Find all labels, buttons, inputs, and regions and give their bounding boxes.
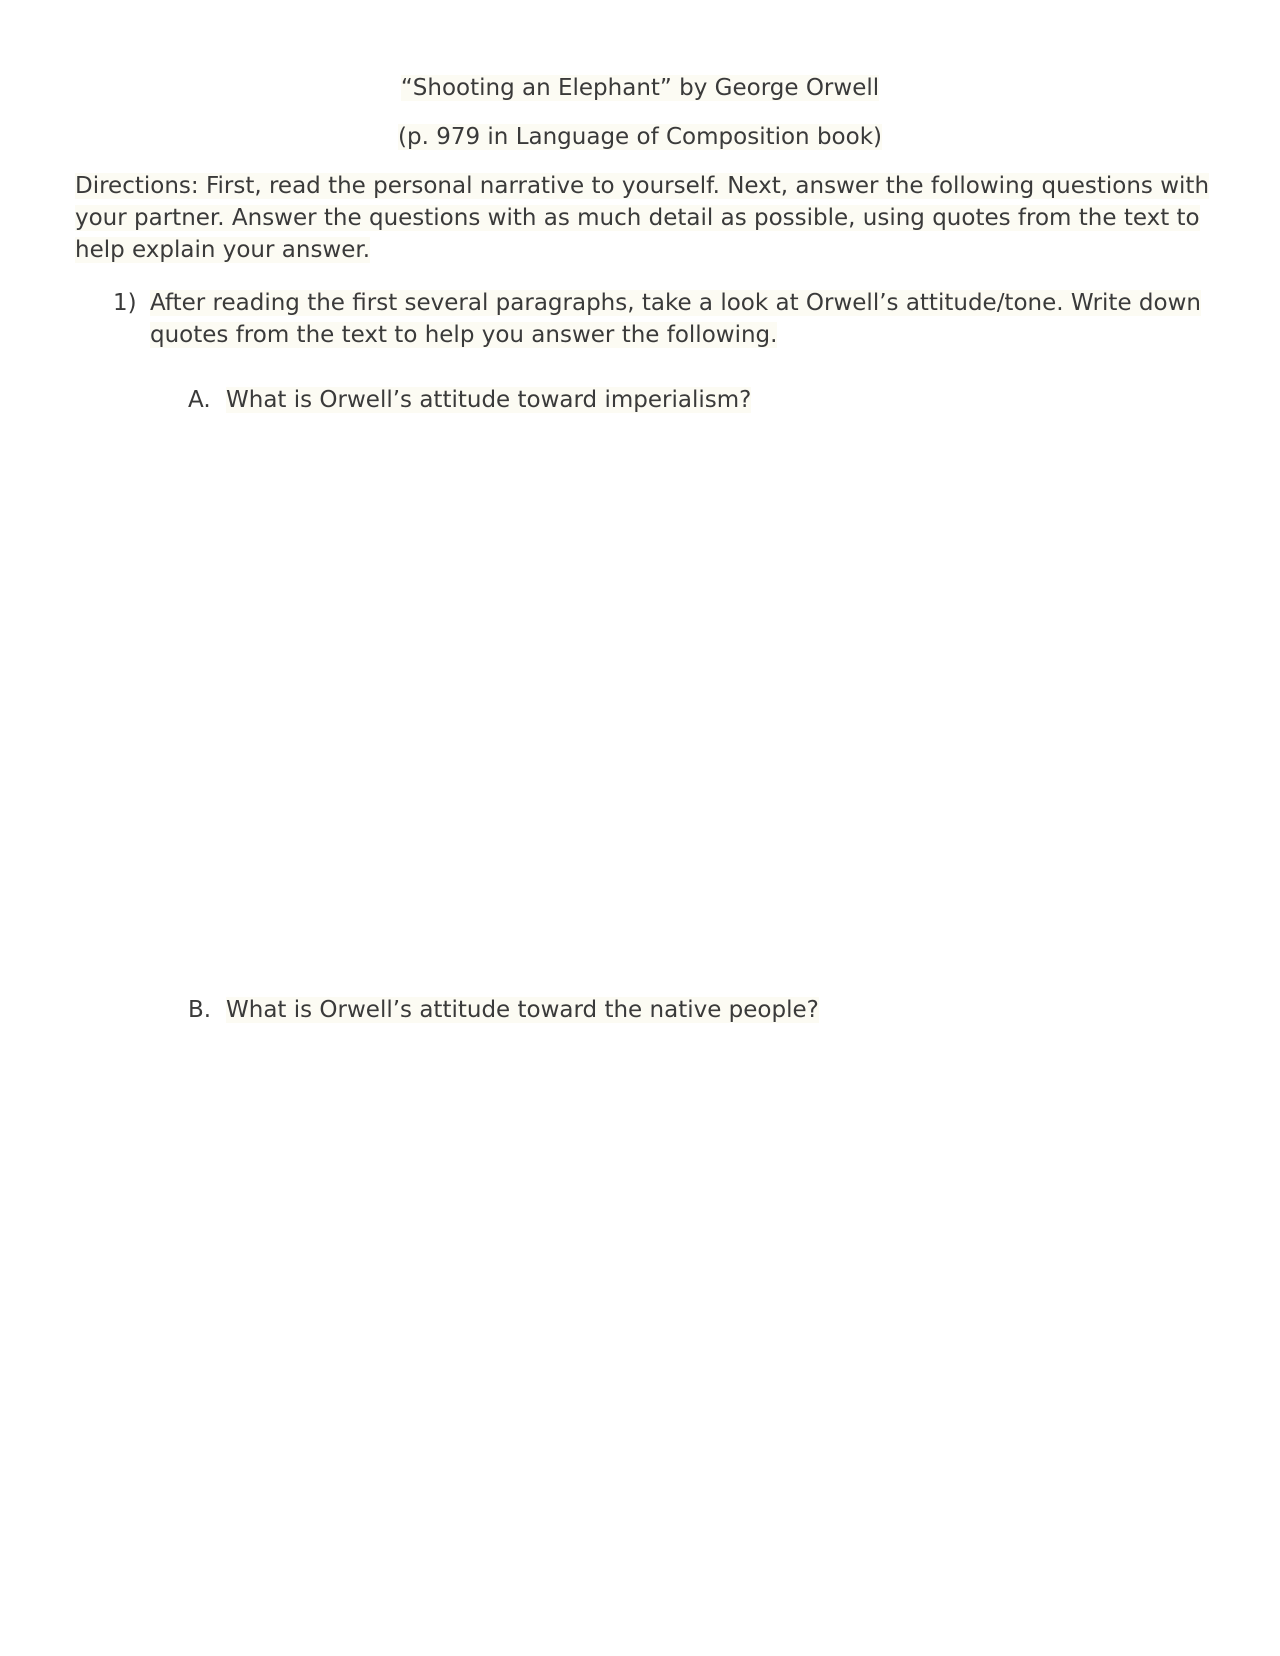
directions-paragraph [75,170,1215,266]
question-1 [113,287,1213,351]
question-1-number: 1) [113,290,137,316]
subquestion-a-letter: A. [188,387,211,413]
subquestion-b-text: What is Orwell’s attitude toward the native people? [226,997,819,1023]
subquestion-b [188,994,819,1026]
question-1-text: After reading the first several paragraphs, take a look at Orwell’s attitude/tone. Write down quotes from the text to help you answer the following. [150,290,1201,348]
worksheet-title [0,72,1280,104]
subquestion-a-text: What is Orwell’s attitude toward imperialism? [226,387,752,413]
question-1-text-wrap [150,287,1213,351]
subtitle-text: (p. 979 in Language of Composition book) [398,124,882,150]
worksheet-subtitle [0,121,1280,153]
title-text: “Shooting an Elephant” by George Orwell [400,75,880,101]
subquestion-b-letter: B. [188,997,212,1023]
directions-text: Directions: First, read the personal narrative to yourself. Next, answer the following questions with your partner. Answer the questions with as much detail as possible, using quotes from the text to help explain your answer. [75,173,1210,263]
subquestion-a [188,384,751,416]
